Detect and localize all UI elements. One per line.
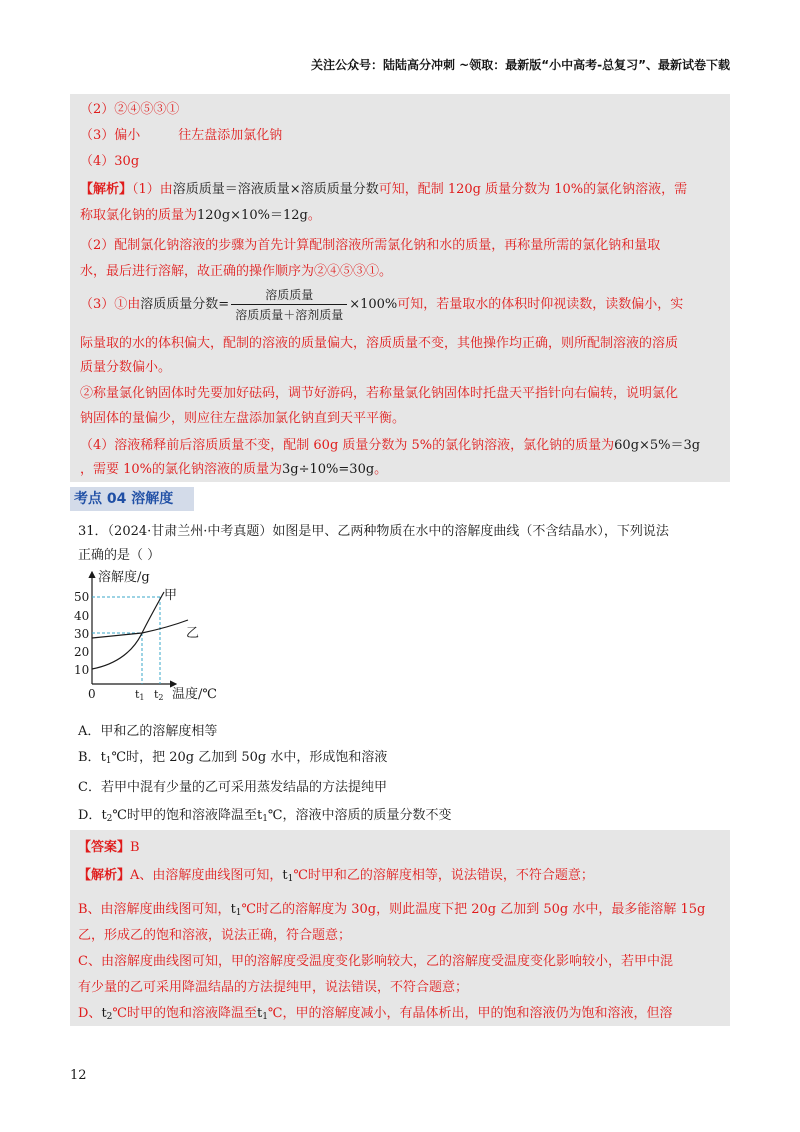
analysis-para-3e: ②称量氯化钠固体时先要加好砝码，调节好游码，若称量氯化钠固体时托盘天平指针向右偏转，说明氯化	[80, 386, 679, 401]
y-axis-label: 溶解度/g	[98, 570, 150, 585]
analysis-para-4b: ，需要 10%的氯化钠溶液的质量为3g÷10%=30g。	[80, 462, 388, 477]
analysis-para-4a: （4）溶液稀释前后溶质质量不变，配制 60g 质量分数为 5%的氯化钠溶液，氯化钠的质量为60g×5%＝3g	[80, 438, 701, 453]
x-tick-t2: t2	[154, 688, 164, 702]
analysis-c2: 有少量的乙可采用降温结晶的方法提纯甲，说法错误，不符合题意；	[78, 980, 469, 995]
analysis-para-2a: （2）配制氯化钠溶液的步骤为首先计算配制溶液所需氯化钠和水的质量，再称量所需的氯化钠和量取	[80, 238, 661, 253]
question-stem-2: 正确的是（ ）	[78, 548, 161, 563]
y-tick-10: 10	[74, 663, 90, 677]
analysis-para-3f: 钠固体的量偏少，则应往左盘添加氯化钠直到天平平衡。	[80, 411, 406, 426]
analysis-a: 【解析】A、由溶解度曲线图可知，$t_1℃$时甲和乙的溶解度相等，说法错误，不符合题意；	[78, 868, 594, 884]
origin-label: 0	[88, 687, 96, 701]
label-jia: 甲	[164, 588, 178, 603]
answer-line: 【答案】B	[78, 840, 140, 855]
section-title: 考点 04 溶解度	[70, 487, 194, 511]
y-tick-20: 20	[74, 645, 90, 659]
analysis-d: D、$t_2℃$时甲的饱和溶液降温至$t_1℃$，甲的溶解度减小，有晶体析出，甲的饱和溶液仍为饱和溶液，但溶	[78, 1006, 673, 1022]
analysis-para-3c: 际量取的水的体积偏大，配制的溶液的质量偏大，溶质质量不变，其他操作均正确，则所配制溶液的溶质	[80, 336, 679, 351]
label-yi: 乙	[186, 626, 200, 641]
fraction: $\frac{\text{溶质质量}}{\text{溶质质量＋溶剂质量}}$	[231, 286, 347, 323]
answer-3: （3）偏小 往左盘添加氯化钠	[80, 128, 283, 143]
analysis-para-3d: 质量分数偏小。	[80, 360, 172, 375]
analysis-b: B、由溶解度曲线图可知，$t_1℃$时乙的溶解度为 30g，则此温度下把 20g 乙加到 50g 水中，最多能溶解 15g	[78, 902, 706, 918]
page-number: 12	[70, 1068, 87, 1083]
x-axis-label: 温度/℃	[172, 687, 217, 702]
option-a: A．甲和乙的溶解度相等	[78, 724, 218, 739]
solubility-graph	[68, 566, 238, 706]
question-stem: 31．（2024·甘肃兰州·中考真题）如图是甲、乙两种物质在水中的溶解度曲线（不含结晶水），下列说法	[78, 524, 669, 539]
analysis-c: C、由溶解度曲线图可知，甲的溶解度受温度变化影响较大，乙的溶解度受温度变化影响较小，若甲中混	[78, 954, 673, 969]
page-header: 关注公众号：陆陆高分冲刺 ~领取：最新版“小中高考-总复习”、最新试卷下载	[311, 58, 730, 72]
option-d: D．$t_2℃$时甲的饱和溶液降温至$t_1℃$，溶液中溶质的质量分数不变	[78, 808, 452, 824]
option-c: C．若甲中混有少量的乙可采用蒸发结晶的方法提纯甲	[78, 780, 387, 795]
answer-2: （2）②④⑤③①	[80, 102, 180, 117]
analysis-para-2b: 水，最后进行溶解，故正确的操作顺序为②④⑤③①。	[80, 264, 393, 279]
option-b: B．$t_1℃$时，把 20g 乙加到 50g 水中，形成饱和溶液	[78, 750, 388, 766]
analysis-para-1: 【解析】（1）由溶质质量＝溶液质量×溶质质量分数可知，配制 120g 质量分数为 10%的氯化钠溶液，需	[80, 182, 688, 197]
analysis-b2: 乙，形成乙的饱和溶液，说法正确，符合题意；	[78, 928, 352, 943]
solution-block	[70, 94, 730, 482]
y-tick-50: 50	[74, 590, 90, 604]
answer-block	[70, 830, 730, 1026]
y-tick-40: 40	[74, 609, 90, 623]
y-tick-30: 30	[74, 627, 90, 641]
curve-yi	[92, 620, 188, 638]
answer-4: （4）30g	[80, 154, 140, 169]
analysis-para-3a: （3）①由溶质质量分数= $\frac{\text{溶质质量}}{\text{溶质质量＋溶剂质量}}$ ×100%可知，若量取水的体积时仰视读数，读数偏小，实	[80, 288, 684, 322]
x-tick-t1: t1	[135, 688, 145, 702]
analysis-para-1b: 称取氯化钠的质量为120g×10%＝12g。	[80, 208, 321, 223]
